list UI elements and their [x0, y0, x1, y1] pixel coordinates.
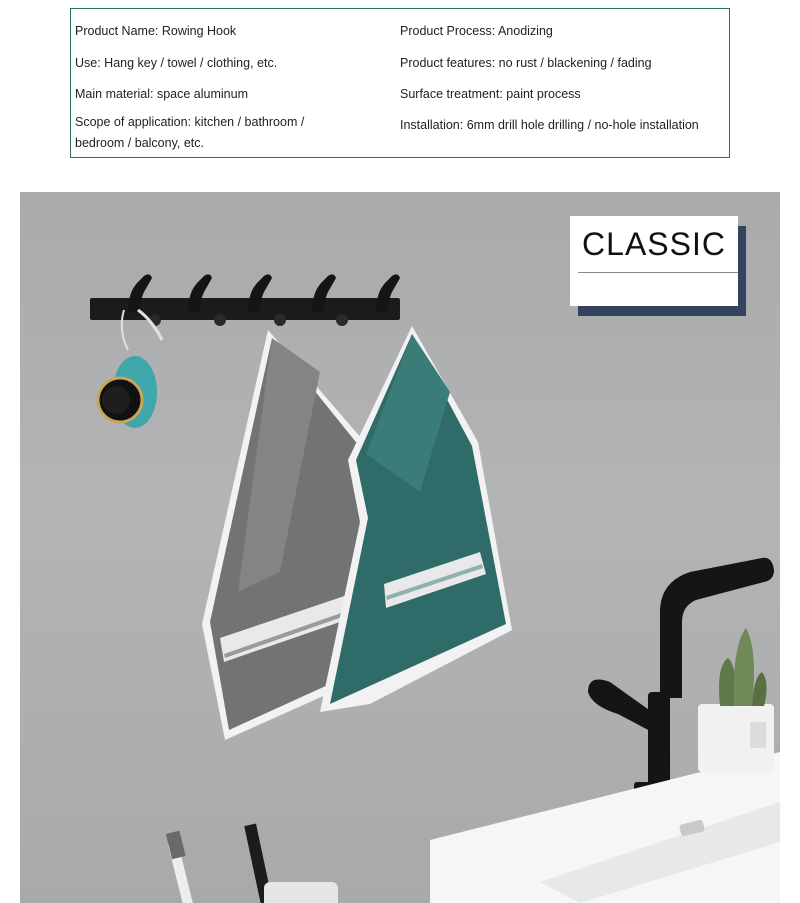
spec-product-name: Product Name: Rowing Hook: [75, 24, 237, 38]
cactus-pot: [698, 628, 774, 772]
spec-scope: Scope of application: kitchen / bathroom /: [75, 115, 305, 129]
toothbrush-cup: [166, 824, 338, 903]
spec-material: Main material: space aluminum: [75, 87, 248, 101]
spec-surface: Surface treatment: paint process: [400, 87, 581, 101]
spec-use: Use: Hang key / towel / clothing, etc.: [75, 56, 278, 70]
spec-installation: Installation: 6mm drill hole drilling / no-hole installation: [400, 118, 699, 132]
spec-scope-cont: bedroom / balcony, etc.: [75, 136, 205, 150]
badge-divider: [578, 272, 738, 273]
classic-badge: [570, 216, 738, 306]
spec-process: Product Process: Anodizing: [400, 24, 553, 38]
spec-features: Product features: no rust / blackening / fading: [400, 56, 652, 70]
classic-label: CLASSIC: [582, 226, 726, 262]
